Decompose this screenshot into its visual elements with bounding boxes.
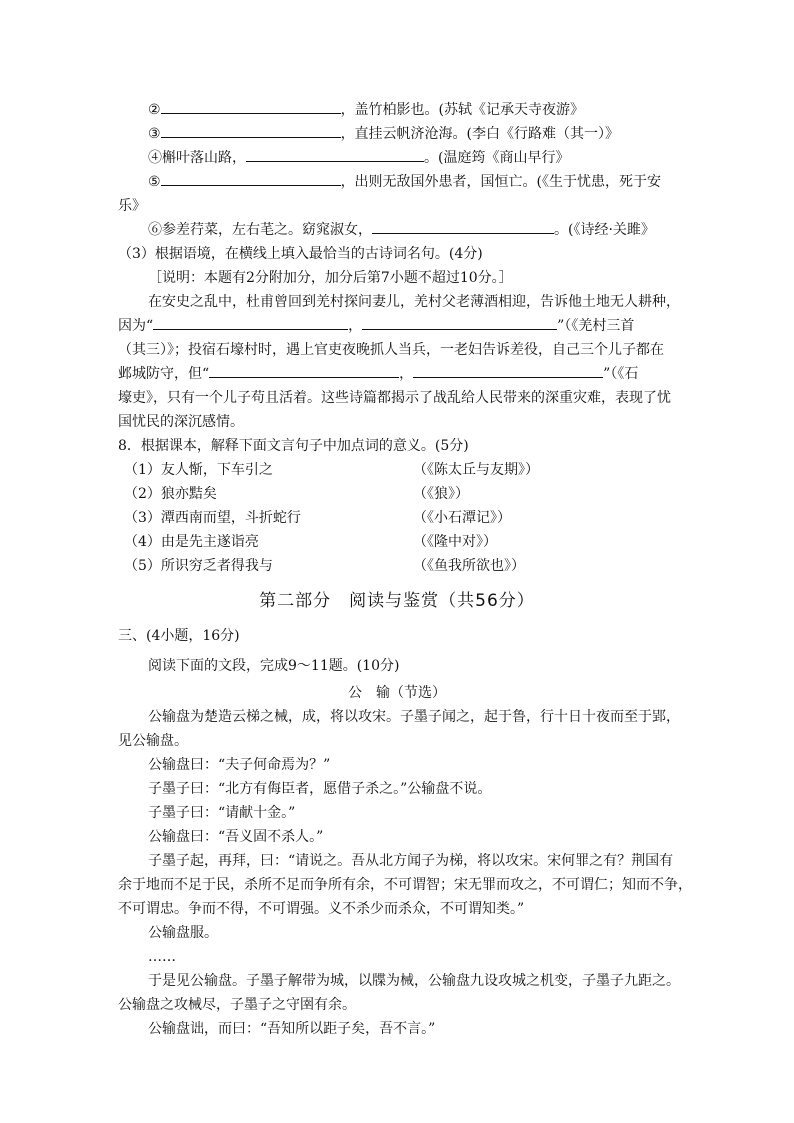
passage-line: 于是见公输盘。子墨子解带为城，以牒为械，公输盘九设攻城之机变，子墨子九距之。 [148,973,680,989]
q7-context-line-1: 在安史之乱中，杜甫曾回到羌村探问妻儿，羌村父老薄酒相迎，告诉他土地无人耕种， [148,294,680,310]
passage-line: 公输盘诎，而曰：“吾知所以距子矣，吾不言。” [148,1021,436,1037]
passage-line: 不可谓忠。争而不得，不可谓强。义不杀少而杀众，不可谓知类。” [118,901,525,917]
section3-heading: 三、(4小题，16分) [118,628,240,644]
q7-context-line-4: 邺城防守，但“ ， ”（《石 [118,366,639,382]
q7-item-6-text: 。(《诗经·关雎》 [554,222,655,238]
answer-blank[interactable] [161,125,341,138]
q8-item-4: （4）由是先主遂诣亮 （《隆中对》） [124,534,497,550]
q7-item-6-prefix: ⑥参差荇菜，左右芼之。窈窕淑女， [148,222,372,238]
q7-context-line-6: 国忧民的深沉感情。 [118,414,244,430]
q7-item-2-number: ② [148,102,161,118]
q7-item-3-number: ③ [148,126,161,142]
passage-line: 公输盘为楚造云梯之械，成，将以攻宋。子墨子闻之，起于鲁，行十日十夜而至于郢， [148,709,680,725]
q7-item-5-text: ，出则无敌国外患者，国恒亡。(《生于忧患，死于安 [340,174,662,190]
q7-context-line-2: 因为“ ， ”（《羌村三首 [118,318,635,334]
q7-note: ［说明：本题有2分附加分，加分后第7小题不超过10分。］ [148,270,513,286]
answer-blank[interactable] [161,101,341,114]
q8-item-3: （3）潭西南而望，斗折蛇行 （《小石潭记》） [124,510,511,526]
q7-item-6 [148,221,655,239]
answer-blank[interactable] [209,365,399,378]
q8-item-5-source: （《鱼我所欲也》） [413,558,525,574]
answer-blank[interactable] [246,149,424,162]
answer-blank[interactable] [153,317,348,330]
answer-blank[interactable] [372,221,554,234]
passage-line: 公输盘曰：“夫子何命焉为？” [148,757,331,773]
q7-item-2-text: ，盖竹柏影也。(苏轼《记承天寺夜游》 [340,102,585,118]
passage-line: 子墨子曰：“北方有侮臣者，愿借子杀之。”公输盘不说。 [148,781,492,797]
q7-item-2 [148,101,584,119]
passage-ellipsis: …… [148,949,176,965]
q7-item-5 [148,173,661,191]
q8-item-5: （5）所识穷乏者得我与 （《鱼我所欲也》） [124,558,525,574]
q7-part3-heading: （3）根据语境，在横线上填入最恰当的古诗词名句。(4分) [118,246,483,262]
part2-title: 第二部分 阅读与鉴赏（共56分） [259,591,535,611]
q7-context-line-5: 壕吏》，只有一个儿子苟且活着。这些诗篇都揭示了战乱给人民带来的深重灾难，表现了忧 [118,390,671,406]
q8-item-2: （2）狼亦黠矣 （《狼》） [124,486,469,502]
q7-item-4 [148,149,569,167]
passage-line: 公输盘曰：“吾义固不杀人。” [148,829,324,845]
answer-blank[interactable] [161,173,341,186]
q7-item-5-number: ⑤ [148,174,161,190]
q8-item-1: （1）友人惭，下车引之 （《陈太丘与友期》） [124,462,539,478]
q7-item-4-text: 。(温庭筠《商山早行》 [424,150,570,166]
passage-title: 公 输（节选） [348,685,446,701]
passage-line: 子墨子曰：“请献十金。” [148,805,296,821]
passage-line: 子墨子起，再拜，曰：“请说之。吾从北方闻子为梯，将以攻宋。宋何罪之有？荆国有 [148,853,674,869]
q8-item-2-source: （《狼》） [413,486,469,502]
q8-item-4-source: （《隆中对》） [413,534,497,550]
reading-instruction: 阅读下面的文段，完成9～11题。(10分) [148,658,400,674]
q7-item-3 [148,125,619,143]
passage-line: 余于地而不足于民，杀所不足而争所有余，不可谓智；宋无罪而攻之，不可谓仁；知而不争， [118,877,692,893]
q7-context-line-3: （其三）》；投宿石壕村时，遇上官吏夜晚抓人当兵，一老妇告诉差役，自己三个儿子都在 [118,342,664,358]
answer-blank[interactable] [413,365,603,378]
q8-heading: 8．根据课本，解释下面文言句子中加点词的意义。(5分) [118,438,469,454]
passage-line: 公输盘之攻械尽，子墨子之守圉有余。 [118,997,356,1013]
q8-item-3-source: （《小石潭记》） [413,510,511,526]
answer-blank[interactable] [362,317,557,330]
passage-line: 公输盘服。 [148,925,218,941]
q7-item-3-text: ，直挂云帆济沧海。(李白《行路难（其一）》 [340,126,620,142]
q7-item-4-prefix: ④槲叶落山路， [148,150,246,166]
q8-item-1-source: （《陈太丘与友期》） [413,462,539,478]
q7-item-5-continued: 乐》 [118,198,146,214]
passage-line: 见公输盘。 [118,733,188,749]
